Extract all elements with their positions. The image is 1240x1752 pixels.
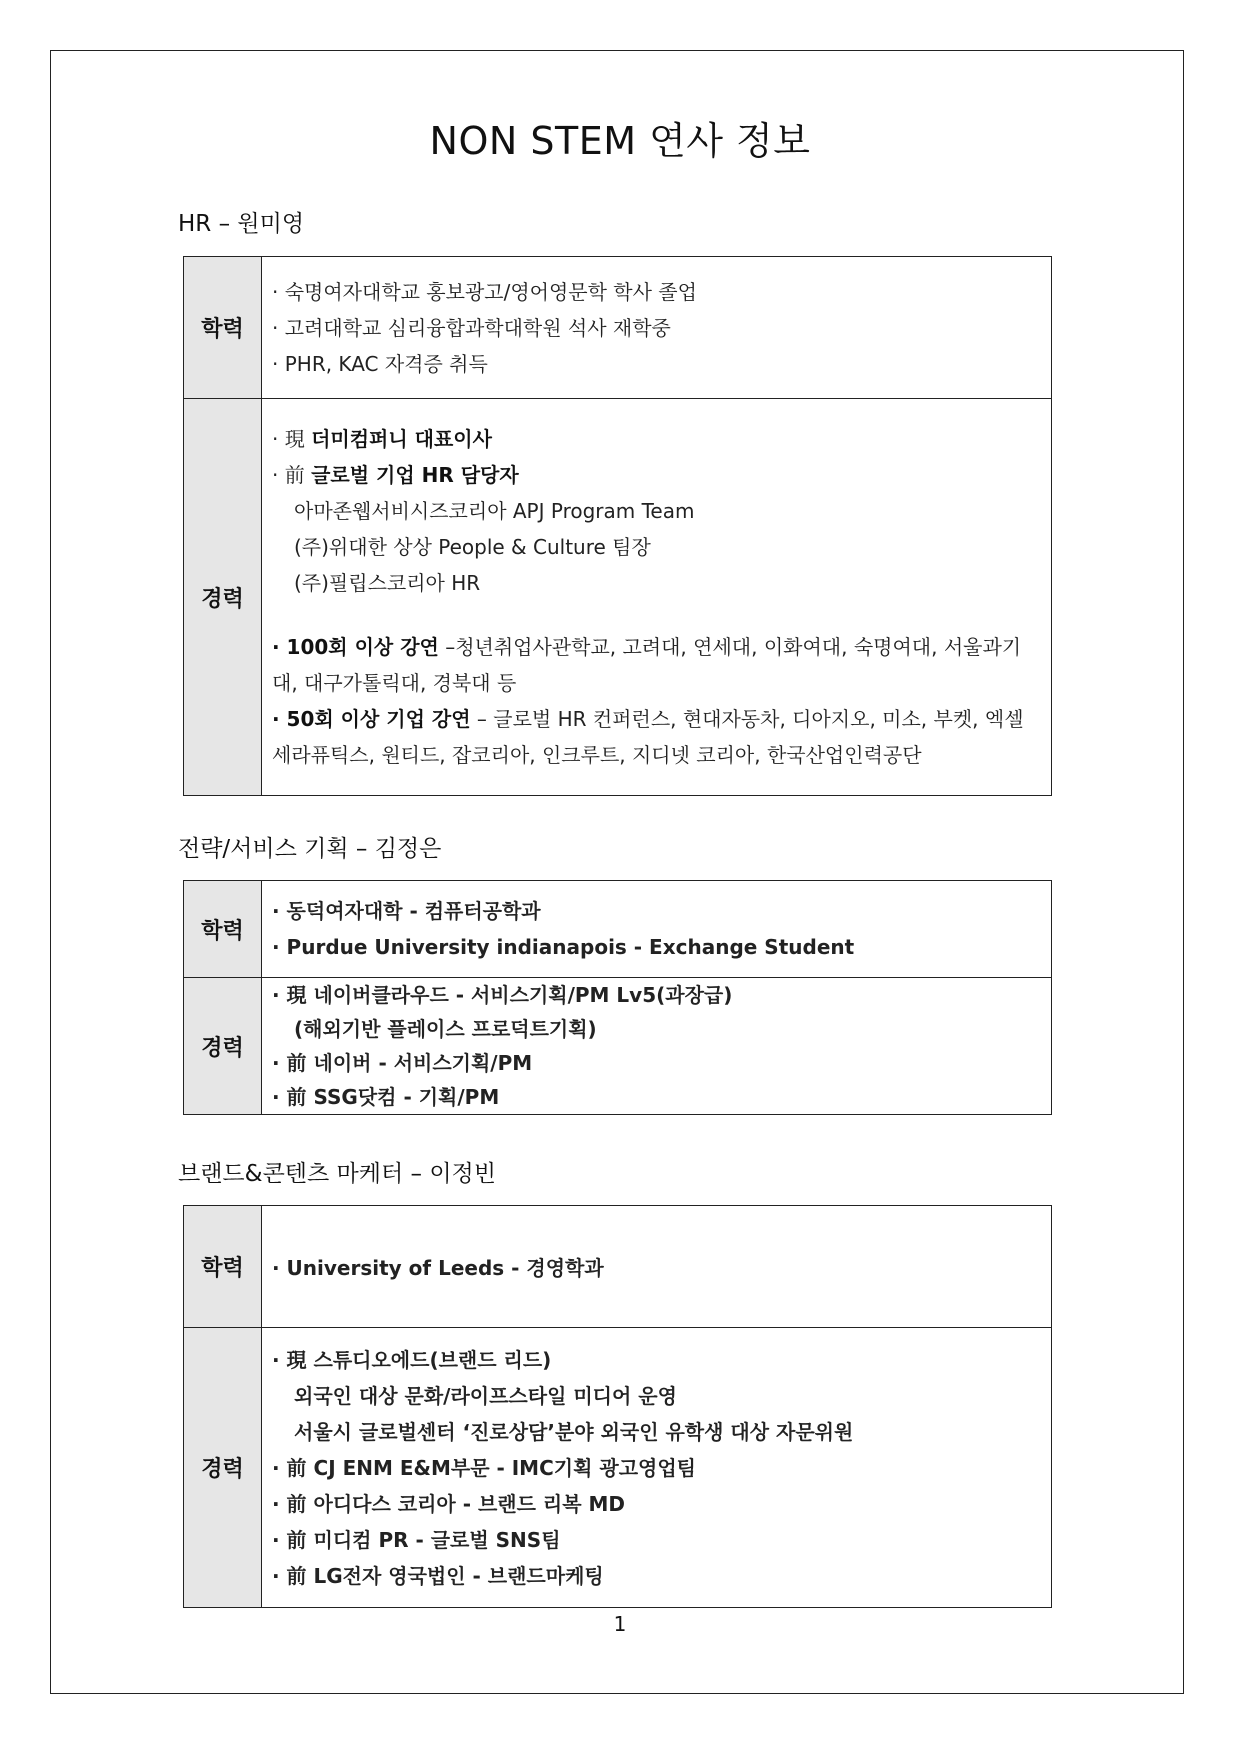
education-cell [262, 257, 1052, 399]
section-heading-brand: 브랜드&콘텐츠 마케터 – 이정빈 [178, 1161, 496, 1187]
lecture-item: · 100회 이상 강연 –청년취업사관학교, 고려대, 연세대, 이화여대, 숙명여대, 서울과기대, 대구가톨릭대, 경북대 등 [272, 635, 1022, 695]
speaker-table-brand [183, 1205, 1052, 1608]
education-item: · 숙명여자대학교 홍보광고/영어영문학 학사 졸업 [272, 279, 697, 304]
career-item-current: · 現 더미컴퍼니 대표이사 [272, 427, 492, 451]
education-item: · PHR, KAC 자격증 취득 [272, 351, 488, 376]
career-item: · 現 네이버클라우드 - 서비스기획/PM Lv5(과장급) [272, 983, 733, 1007]
speaker-table-strategy [183, 880, 1052, 1115]
education-row [184, 1206, 1052, 1328]
career-cell [262, 399, 1052, 796]
career-item: · 現 스튜디오에드(브랜드 리드) [272, 1347, 552, 1372]
section-heading-hr: HR – 원미영 [178, 211, 305, 237]
career-detail: 서울시 글로벌센터 ‘진로상담’분야 외국인 유학생 대상 자문위원 [294, 1419, 854, 1444]
education-label: 학력 [184, 257, 262, 399]
career-label: 경력 [184, 1328, 262, 1608]
career-item: · 前 SSG닷컴 - 기획/PM [272, 1085, 500, 1109]
education-item: · 동덕여자대학 - 컴퓨터공학과 [272, 899, 541, 923]
education-label: 학력 [184, 881, 262, 978]
career-detail: (해외기반 플레이스 프로덕트기획) [294, 1017, 597, 1041]
career-item-former: · 前 글로벌 기업 HR 담당자 [272, 463, 519, 487]
career-item: · 前 미디컴 PR - 글로벌 SNS팀 [272, 1527, 561, 1552]
career-detail: (주)위대한 상상 People & Culture 팀장 [294, 535, 651, 559]
career-detail: (주)필립스코리아 HR [294, 571, 481, 595]
career-item: · 前 CJ ENM E&M부문 - IMC기획 광고영업팀 [272, 1455, 696, 1480]
career-row [184, 399, 1052, 796]
lecture-item: · 50회 이상 기업 강연 – 글로벌 HR 컨퍼런스, 현대자동차, 디아지오, 미소, 부켓, 엑셀세라퓨틱스, 원티드, 잡코리아, 인크루트, 지디넷 코리아, 한국산업인력공단 [272, 707, 1024, 767]
page-number: 1 [613, 1612, 627, 1636]
document-title: NON STEM 연사 정보 [429, 119, 811, 163]
education-item: · 고려대학교 심리융합과학대학원 석사 재학중 [272, 315, 671, 340]
education-row [184, 881, 1052, 978]
education-row [184, 257, 1052, 399]
section-heading-strategy: 전략/서비스 기획 – 김정은 [178, 836, 442, 862]
education-label: 학력 [184, 1206, 262, 1328]
education-cell [262, 881, 1052, 978]
career-item: · 前 LG전자 영국법인 - 브랜드마케팅 [272, 1563, 604, 1588]
career-cell [262, 978, 1052, 1115]
education-item: · University of Leeds - 경영학과 [272, 1256, 604, 1280]
career-row [184, 1328, 1052, 1608]
education-cell [262, 1206, 1052, 1328]
career-label: 경력 [184, 978, 262, 1115]
career-row [184, 978, 1052, 1115]
career-item: · 前 네이버 - 서비스기획/PM [272, 1051, 533, 1075]
speaker-table-hr [183, 256, 1052, 796]
career-label: 경력 [184, 399, 262, 796]
career-detail: 아마존웹서비시즈코리아 APJ Program Team [294, 499, 695, 523]
career-item: · 前 아디다스 코리아 - 브랜드 리복 MD [272, 1491, 625, 1516]
career-detail: 외국인 대상 문화/라이프스타일 미디어 운영 [294, 1383, 677, 1408]
education-item: · Purdue University indianapois - Exchange Student [272, 935, 855, 959]
spacer [272, 601, 1041, 629]
career-cell [262, 1328, 1052, 1608]
